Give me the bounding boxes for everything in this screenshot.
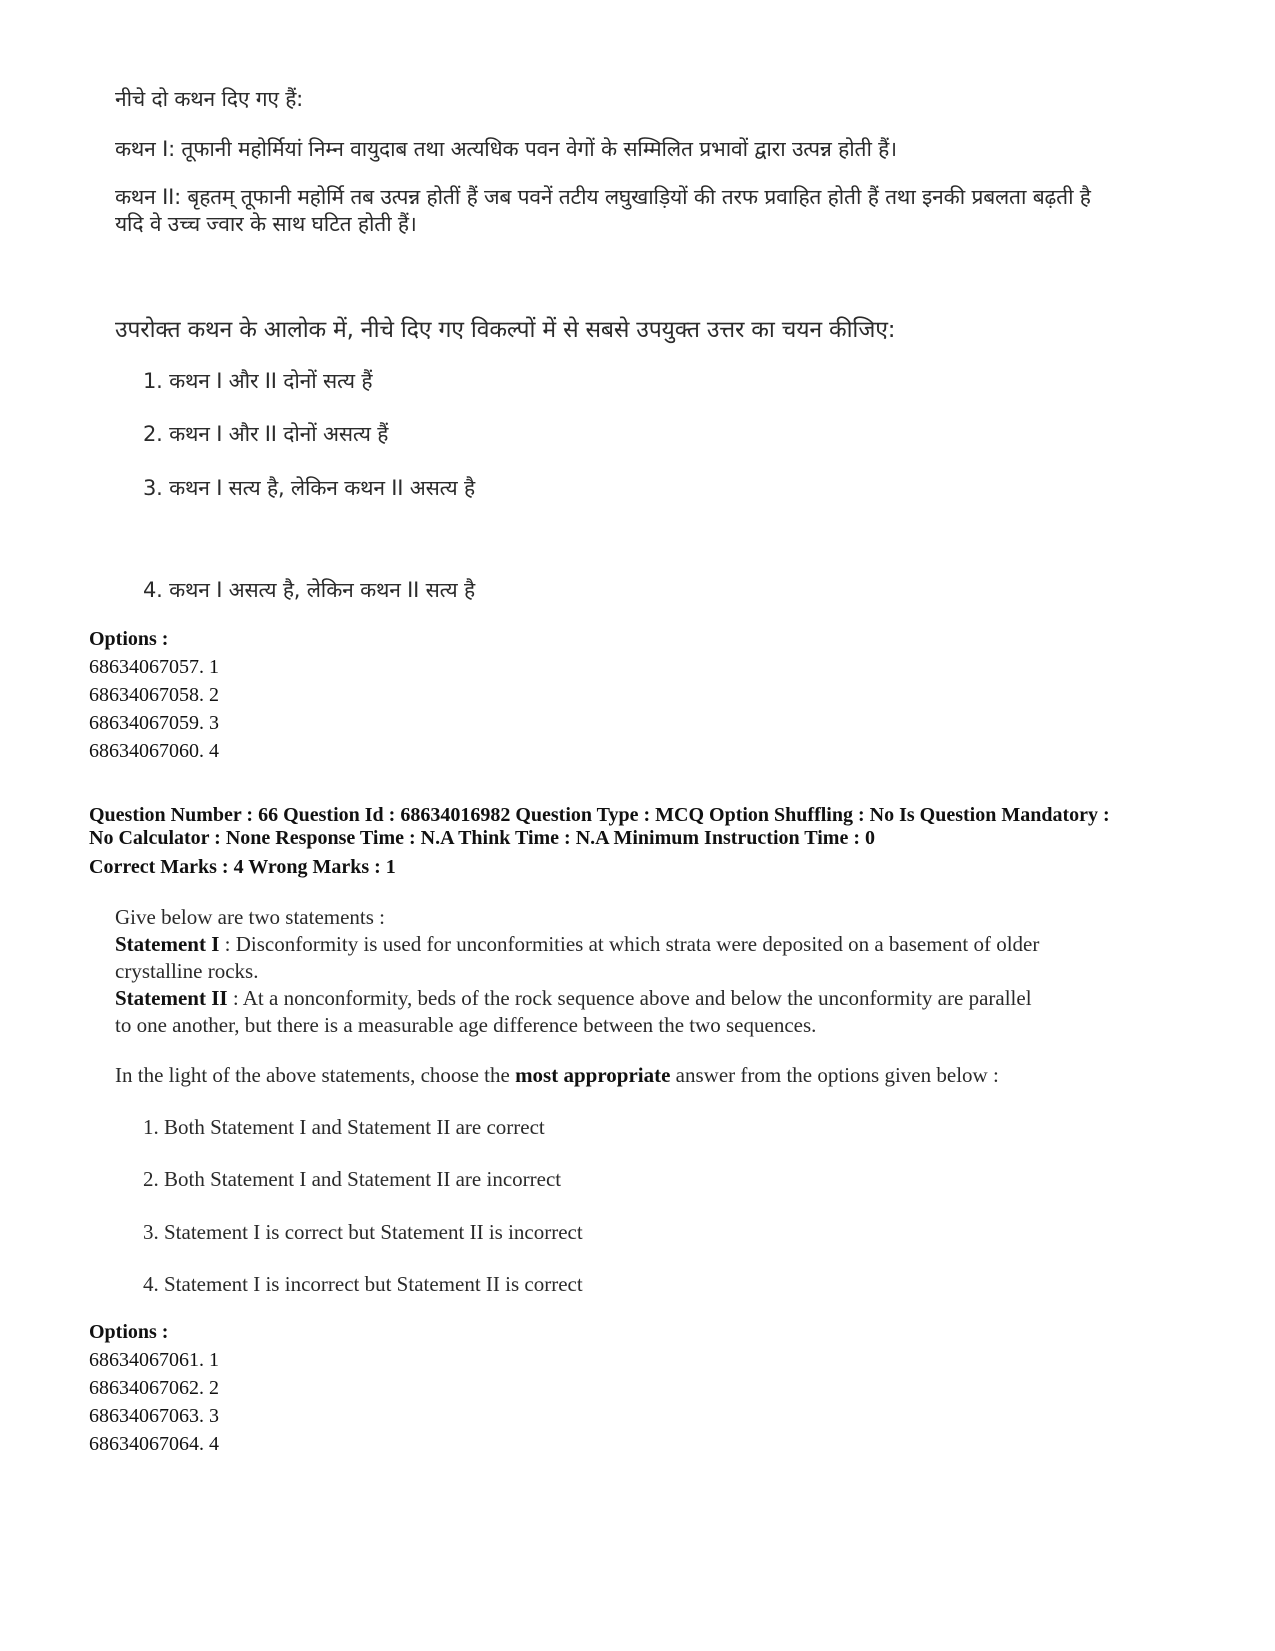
q66-prompt-pre: In the light of the above statements, choose the: [115, 1063, 516, 1087]
q65-prompt: उपरोक्त कथन के आलोक में, नीचे दिए गए विकल्पों में से सबसे उपयुक्त उत्तर का चयन कीजिए:: [115, 317, 896, 343]
q66-option-4: 68634067064. 4: [89, 1433, 219, 1455]
q66-options-label: Options :: [89, 1321, 169, 1343]
q65-choice-3: 3. कथन I सत्य है, लेकिन कथन II असत्य है: [143, 476, 475, 500]
q66-statement-1-text: : Disconformity is used for unconformities at which strata were deposited on a basement of older: [219, 932, 1040, 956]
q66-choice-4: 4. Statement I is incorrect but Statement II is correct: [143, 1272, 583, 1296]
q66-choice-1: 1. Both Statement I and Statement II are correct: [143, 1115, 545, 1139]
q66-prompt-post: answer from the options given below :: [670, 1063, 999, 1087]
q66-statement-1-label: Statement I: [115, 932, 220, 956]
q66-statement-2-label: Statement II: [115, 986, 228, 1010]
q66-option-2: 68634067062. 2: [89, 1377, 219, 1399]
q66-choice-3: 3. Statement I is correct but Statement II is incorrect: [143, 1220, 583, 1244]
q66-statement-2-line-1: [115, 986, 1032, 1011]
q66-meta-line-1: Question Number : 66 Question Id : 68634016982 Question Type : MCQ Option Shuffling : No Is Question Mandatory :: [89, 804, 1110, 826]
q66-statement-2-text: : At a nonconformity, beds of the rock sequence above and below the unconformity are parallel: [227, 986, 1032, 1010]
q65-option-4: 68634067060. 4: [89, 740, 219, 762]
q66-option-1: 68634067061. 1: [89, 1349, 219, 1371]
q66-meta-line-2: No Calculator : None Response Time : N.A Think Time : N.A Minimum Instruction Time : 0: [89, 827, 875, 849]
q66-choice-2: 2. Both Statement I and Statement II are incorrect: [143, 1167, 562, 1191]
q65-option-2: 68634067058. 2: [89, 684, 219, 706]
q65-option-3: 68634067059. 3: [89, 712, 219, 734]
q66-prompt: [115, 1063, 999, 1088]
q65-statement-1: कथन I: तूफानी महोर्मियां निम्न वायुदाब तथा अत्यधिक पवन वेगों के सम्मिलित प्रभावों द्वारा उत्पन्न होती हैं।: [115, 137, 897, 161]
q66-marks: Correct Marks : 4 Wrong Marks : 1: [89, 856, 396, 878]
q65-choice-2: 2. कथन I और II दोनों असत्य हैं: [143, 422, 389, 446]
q65-intro: नीचे दो कथन दिए गए हैं:: [115, 87, 304, 111]
q66-prompt-bold: most appropriate: [515, 1063, 671, 1087]
q66-option-3: 68634067063. 3: [89, 1405, 219, 1427]
q65-option-1: 68634067057. 1: [89, 656, 219, 678]
q65-options-label: Options :: [89, 628, 169, 650]
q66-intro: Give below are two statements :: [115, 905, 386, 929]
q66-statement-1-line-1: [115, 932, 1039, 957]
q65-statement-2-line-1: कथन II: बृहतम् तूफानी महोर्मि तब उत्पन्न होतीं हैं जब पवनें तटीय लघुखाड़ियों की तरफ प्रवाहित होती हैं तथा इनकी प्रबलता बढ़ती है: [115, 185, 1091, 209]
q65-statement-2-line-2: यदि वे उच्च ज्वार के साथ घटित होती हैं।: [115, 212, 417, 236]
q66-statement-1-line-2: crystalline rocks.: [115, 959, 259, 983]
q65-choice-4: 4. कथन I असत्य है, लेकिन कथन II सत्य है: [143, 578, 475, 602]
q66-statement-2-line-2: to one another, but there is a measurable age difference between the two sequences.: [115, 1013, 817, 1037]
q65-choice-1: 1. कथन I और II दोनों सत्य हैं: [143, 369, 373, 393]
